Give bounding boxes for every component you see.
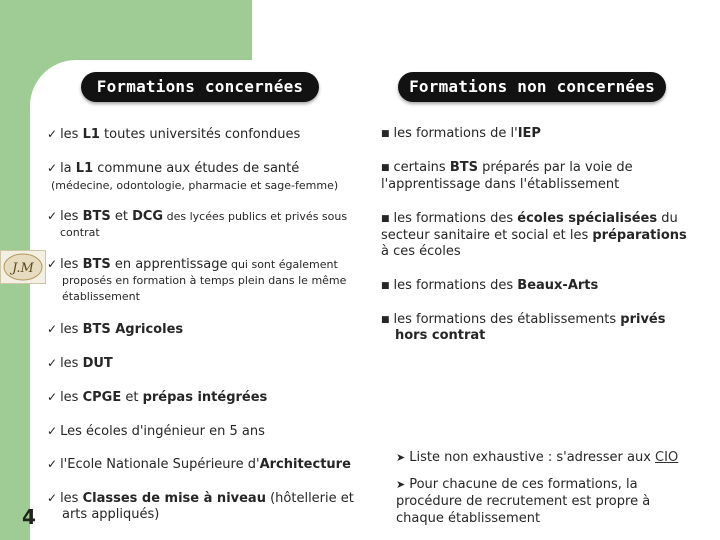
check-icon: ✓ — [47, 356, 58, 370]
logo-text: J.M — [12, 261, 34, 276]
right-item-beaux-arts: ■ les formations des Beaux-Arts — [381, 278, 599, 293]
check-icon: ✓ — [47, 322, 58, 336]
header-right-title: Formations non concernées — [409, 77, 655, 96]
list-item-bts-apprentissage-line3: établissement — [62, 290, 140, 303]
right-item-bts-line2: l'apprentissage dans l'établissement — [381, 177, 620, 192]
check-icon: ✓ — [47, 209, 58, 223]
check-icon: ✓ — [47, 390, 58, 404]
bullet-icon: ■ — [381, 315, 390, 325]
bullet-icon: ■ — [381, 129, 390, 139]
header-formations-non-concernees — [398, 72, 666, 102]
right-item-prives: ■ les formations des établissements privés — [381, 312, 666, 327]
list-item-bts-dcg: ✓ les BTS et DCG des lycées publics et privés sous — [47, 209, 348, 224]
list-item-bts-agricoles: ✓ les BTS Agricoles — [47, 322, 184, 337]
right-item-ecoles: ■ les formations des écoles spécialisées du — [381, 211, 678, 226]
check-icon: ✓ — [47, 491, 58, 505]
list-item-bts-dcg-line2: contrat — [60, 226, 100, 239]
note-liste-non-exhaustive: ➤ Liste non exhaustive : s'adresser aux CIO — [396, 450, 679, 465]
check-icon: ✓ — [47, 457, 58, 471]
header-formations-concernees — [81, 72, 319, 102]
check-icon: ✓ — [47, 127, 58, 141]
logo — [0, 250, 46, 284]
list-item-classes-mise-a-niveau: ✓ les Classes de mise à niveau (hôtellerie et — [47, 491, 354, 506]
right-item-iep: ■ les formations de l'IEP — [381, 126, 541, 141]
list-item-classes-line2: arts appliqués) — [62, 507, 160, 522]
bullet-icon: ■ — [381, 214, 390, 224]
cio-link[interactable]: CIO — [655, 450, 679, 465]
right-item-ecoles-line3: à ces écoles — [381, 244, 461, 259]
list-item-dut: ✓ les DUT — [47, 356, 113, 371]
right-item-bts: ■ certains BTS préparés par la voie de — [381, 160, 633, 175]
bullet-icon: ■ — [381, 163, 390, 173]
check-icon: ✓ — [47, 424, 58, 438]
list-item-ingenieur: ✓ Les écoles d'ingénieur en 5 ans — [47, 424, 265, 439]
check-icon: ✓ — [47, 257, 58, 271]
list-item-l1: ✓ les L1 toutes universités confondues — [47, 127, 301, 142]
list-item-sante-note: (médecine, odontologie, pharmacie et sage-femme) — [51, 179, 339, 192]
right-item-ecoles-line2: secteur sanitaire et social et les préparations — [381, 228, 687, 243]
list-item-cpge: ✓ les CPGE et prépas intégrées — [47, 390, 268, 405]
check-icon: ✓ — [47, 161, 58, 175]
note-procedure-line3: chaque établissement — [396, 511, 541, 526]
list-item-sante: ✓ la L1 commune aux études de santé — [47, 161, 300, 176]
list-item-architecture: ✓ l'Ecole Nationale Supérieure d'Architecture — [47, 457, 351, 472]
page-number: 4 — [22, 505, 36, 529]
bullet-icon: ■ — [381, 281, 390, 291]
list-item-bts-apprentissage: ✓ les BTS en apprentissage qui sont également — [47, 257, 338, 272]
list-item-bts-apprentissage-line2: proposés en formation à temps plein dans le même — [62, 274, 347, 287]
arrow-icon: ➤ — [396, 478, 406, 491]
right-item-prives-line2: hors contrat — [395, 328, 486, 343]
note-procedure: ➤ Pour chacune de ces formations, la — [396, 477, 638, 492]
header-left-title: Formations concernées — [96, 77, 304, 96]
note-procedure-line2: procédure de recrutement est propre à — [396, 494, 651, 509]
arrow-icon: ➤ — [396, 451, 406, 464]
